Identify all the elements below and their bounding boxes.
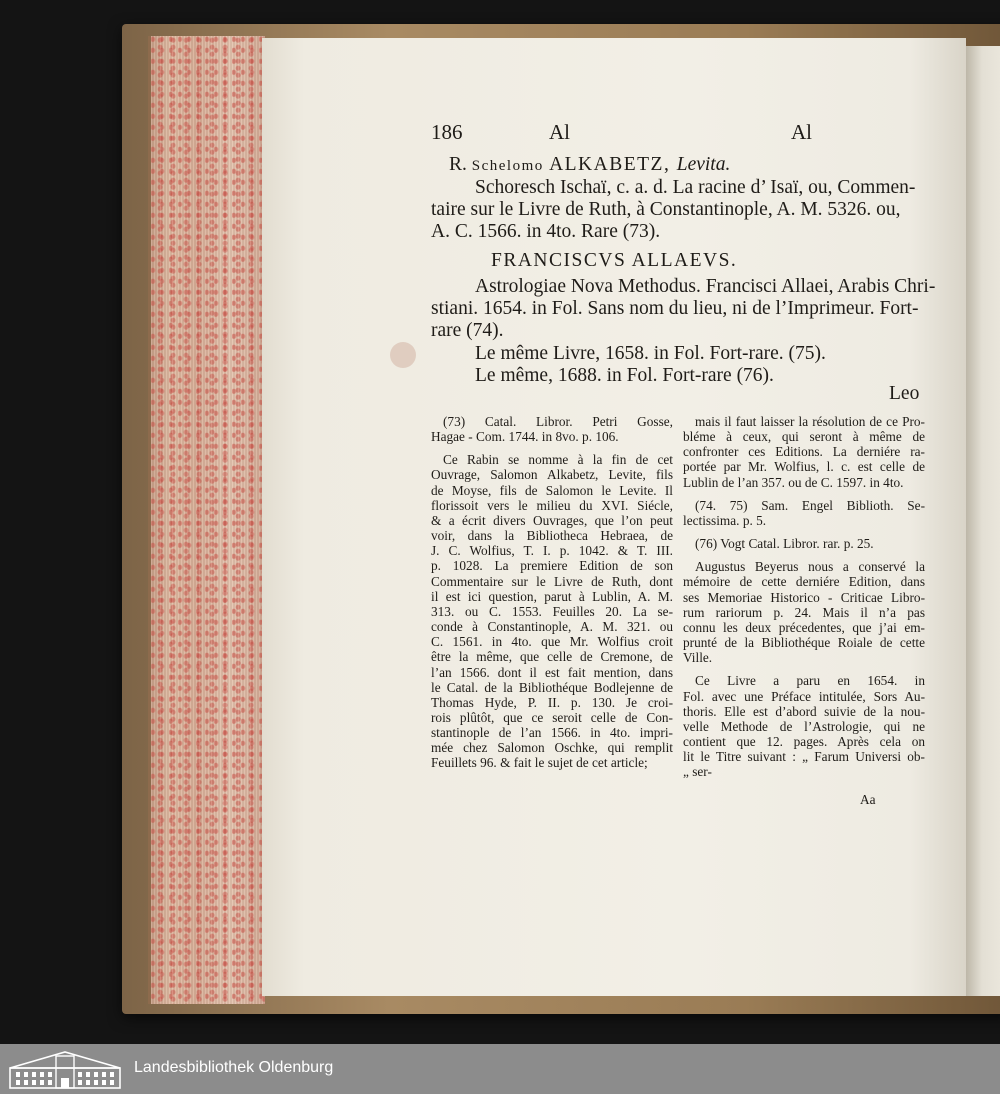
footnote-line: (73) Catal. Libror. Petri Gosse, — [443, 414, 673, 429]
footnote-line: C. 1561. in 4to. que Mr. Wolfius croit — [431, 634, 673, 650]
footnote-line: Lublin de l’an 357. ou de C. 1597. in 4to. — [683, 474, 904, 490]
footnote-line: stantinople de l’an 1566. in 4to. impri- — [431, 725, 673, 741]
footnote-line: mémoire de cette derniére Edition, dans — [683, 574, 925, 590]
footnote-line: le Catal. de la Bibliothéque Bodlejenne de — [431, 679, 673, 695]
footnote-line: de Moyse, fils de Salomon le Levite. Il — [431, 482, 673, 498]
footer-bar — [0, 1044, 1000, 1094]
facing-page-edge — [966, 46, 1000, 996]
footnote-line: il est ici question, parut à Lublin, A. M. — [431, 588, 673, 604]
footnote-line: Ce Rabin se nomme à la fin de cet — [443, 452, 673, 468]
entry-title-line: Schoresch Ischaï, c. a. d. La racine d’ Isaï, ou, Commen- — [475, 177, 916, 198]
paragraph-gap — [683, 551, 925, 559]
entry-title-line: Astrologiae Nova Methodus. Francisci Allaei, Arabis Chri- — [475, 276, 936, 297]
footnote-line: Hagae - Com. 1744. in 8vo. p. 106. — [431, 429, 619, 445]
footnote-line: bléme à ceux, qui seront à même de — [683, 429, 925, 445]
paragraph-gap — [683, 490, 925, 498]
footnote-line: portée par Mr. Wolfius, l. c. est celle de — [683, 459, 925, 475]
footnotes-right-column — [683, 414, 925, 779]
footnote-line: contient que 12. pages. Après cela on — [683, 733, 925, 749]
footnote-line: conde à Constantinople, A. M. 321. ou — [431, 619, 673, 635]
footnote-line: Feuillets 96. & fait le sujet de cet article; — [431, 755, 648, 771]
paragraph-gap — [683, 528, 925, 536]
footnote-line: florissoit vers le milieu du XVI. Siécle, — [431, 497, 673, 513]
page-edges — [148, 36, 265, 1004]
stain-mark — [390, 342, 416, 368]
footnote-line: être la même, que celle de Cremone, de — [431, 649, 673, 665]
footnote-line: p. 1028. La premiere Edition de son — [431, 558, 673, 574]
entry-title-line: A. C. 1566. in 4to. Rare (73). — [431, 221, 661, 242]
footnote-line: & a écrit divers Ouvrages, que l’on peut — [431, 512, 673, 528]
footnote-line: Commentaire sur le Livre de Ruth, dont — [431, 573, 673, 589]
footnote-line: mée chez Salomon Oschke, qui remplit — [431, 740, 673, 756]
entry-author-alkabetz: R. Schelomo ALKABETZ, Levita. — [449, 154, 731, 175]
footnote-line: rois plûtôt, que ce seroit celle de Con- — [431, 709, 673, 725]
edition-line: Le même, 1688. in Fol. Fort-rare (76). — [475, 365, 774, 386]
library-name: Landesbibliothek Oldenburg — [134, 1059, 334, 1076]
footnote-line: 313. ou C. 1553. Feuilles 20. La se- — [431, 603, 673, 619]
paragraph-gap — [431, 444, 673, 452]
entry-title-line: stiani. 1654. in Fol. Sans nom du lieu, ni de l’Imprimeur. Fort- — [431, 298, 919, 319]
library-building-logo-icon — [6, 1048, 124, 1090]
footnote-line: Ville. — [683, 650, 713, 666]
footnote-line: confronter ces Editions. La derniére ra- — [683, 444, 925, 460]
footnote-line: ses Memoriae Historico - Criticae Libro- — [683, 589, 925, 605]
footnote-line: „ ser- — [683, 764, 712, 780]
running-head-center: Al — [549, 120, 570, 144]
footnote-line: lectissima. p. 5. — [683, 512, 767, 528]
footnote-line: Ce Livre a paru en 1654. in — [695, 673, 925, 689]
footnotes-left-column — [431, 414, 673, 771]
page-number: 186 — [431, 120, 463, 144]
footnote-line: Augustus Beyerus nous a conservé la — [695, 559, 925, 575]
edition-line: Le même Livre, 1658. in Fol. Fort-rare. (75). — [475, 343, 826, 364]
footnote-line: prunté de la Bibliothéque Roiale de cette — [683, 635, 925, 651]
footnote-line: (74. 75) Sam. Engel Biblioth. Se- — [695, 497, 925, 513]
running-head — [431, 120, 925, 150]
footnote-line: rum rariorum p. 24. Mais il n’a pas — [683, 604, 925, 620]
bleed-through-mark: Aa — [860, 792, 876, 807]
paragraph-gap — [683, 665, 925, 673]
footnote-line: Thomas Hyde, P. II. p. 130. Je croi- — [431, 694, 673, 710]
entry-author-allaeus: FRANCISCVS ALLAEVS. — [491, 250, 738, 271]
footnote-line: J. C. Wolfius, T. I. p. 1042. & T. III. — [431, 543, 673, 559]
footnote-line: Fol. avec une Préface intitulée, Sors Au- — [683, 688, 925, 704]
main-text — [431, 152, 936, 404]
entry-title-line: taire sur le Livre de Ruth, à Constantinople, A. M. 5326. ou, — [431, 199, 901, 220]
footnote-line: voir, dans la Bibliotheca Hebraea, de — [431, 528, 673, 544]
running-head-right: Al — [791, 120, 812, 144]
entry-title-line: rare (74). — [431, 320, 504, 341]
catch-heading: Leo — [889, 383, 920, 404]
footnote-line: velle Methode de l’Astrologie, qui ne — [683, 718, 925, 734]
footnote-line: (76) Vogt Catal. Libror. rar. p. 25. — [695, 536, 874, 552]
footnote-line: thoris. Elle est d’abord suivie de la nou- — [683, 703, 925, 719]
footnote-line: lit le Titre suivant : „ Farum Universi ob- — [683, 749, 925, 765]
footnote-line: mais il faut laisser la résolution de ce Pro- — [695, 414, 925, 429]
footnote-line: connu les deux précedentes, que j’ai em- — [683, 619, 925, 635]
footnote-line: l’an 1566. dont il est fait mention, dans — [431, 664, 673, 680]
footnote-line: Ouvrage, Salomon Alkabetz, Levite, fils — [431, 467, 673, 483]
